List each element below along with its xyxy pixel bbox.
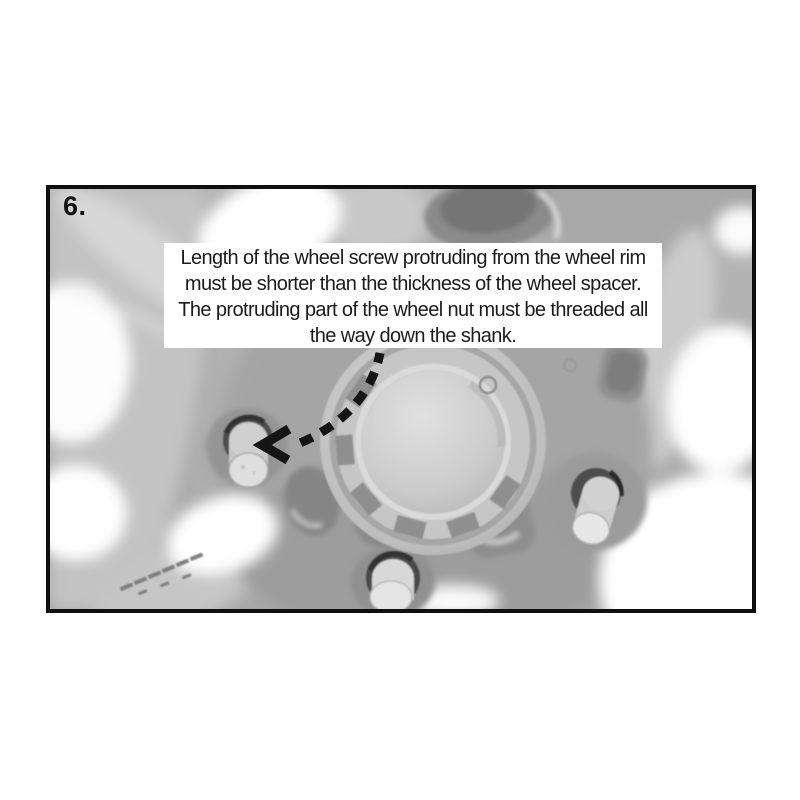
wheel-stud-bottom — [366, 551, 420, 609]
caption-line-4: the way down the shank. — [309, 325, 517, 347]
caption-box — [164, 243, 662, 348]
caption-line-2: must be shorter than the thickness of the wheel spacer. — [184, 273, 642, 295]
instruction-figure-frame — [46, 185, 756, 613]
caption-line-1: Length of the wheel screw protruding from the wheel rim — [180, 247, 646, 269]
caption-line-3: The protruding part of the wheel nut must be threaded all — [178, 299, 648, 321]
step-number: 6. — [63, 191, 87, 221]
